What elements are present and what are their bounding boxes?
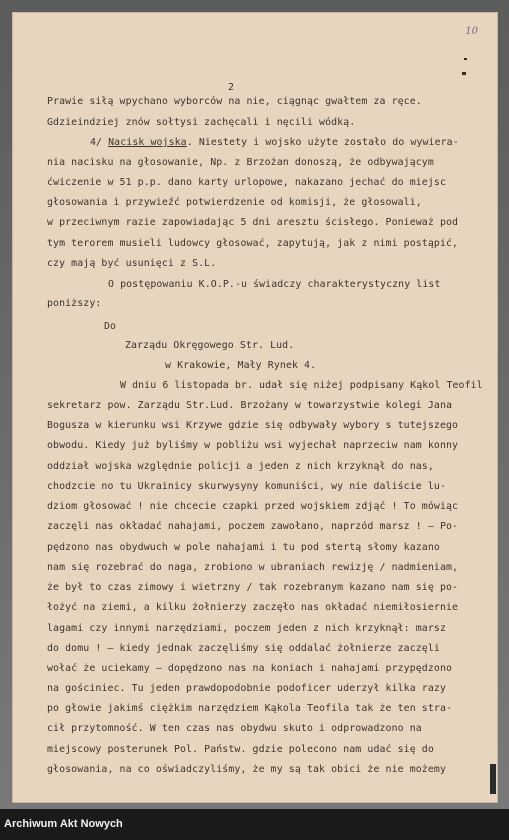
scan-edge-mark <box>490 764 496 794</box>
text-line: nia nacisku na głosowanie, Np. z Brzożan donoszą, że odbywającym <box>47 157 434 168</box>
text-line: ćwiczenie w 51 p.p. dano karty urlopowe, nakazano jechać do miejsc <box>47 177 446 188</box>
section-heading-underlined: Nacisk wojska <box>108 137 187 148</box>
text-line: pędzono nas obydwuch w pole nahajami i tu pod stertą słomy kazano <box>47 542 440 553</box>
letter-salutation: Do <box>104 321 117 332</box>
text-line: nam się rozebrać do naga, zrobiono w ubraniach rewizję / nadmieniam, <box>47 562 459 573</box>
letter-address: w Krakowie, Mały Rynek 4. <box>165 360 317 371</box>
text-line: W dniu 6 listopada br. udał się niżej podpisany Kąkol Teofil <box>120 380 483 391</box>
text-line: tym terorem musieli ludowcy głosować, zapytują, jak z nimi postąpić, <box>47 238 459 249</box>
text-fragment: Niestety i wojsko użyte zostało do wywiera- <box>198 137 459 148</box>
text-line: miejscowy posterunek Pol. Państw. gdzie polecono nam udać się do <box>47 744 434 755</box>
letter-addressee: Zarządu Okręgowego Str. Lud. <box>125 340 295 351</box>
text-line: Gdzieindziej znów sołtysi zachęcali i nęcili wódką. <box>47 117 356 128</box>
ink-mark <box>462 72 466 75</box>
text-line: Bogusza w kierunku wsi Krzywe gdzie się odbywały wybory s tutejszego <box>47 420 459 431</box>
text-line: obwodu. Kiedy już byliśmy w pobliżu wsi wyjechał naprzeciw nam konny <box>47 440 459 451</box>
archive-logo-text[interactable]: Archiwum Akt Nowych <box>4 818 123 830</box>
text-line: oddział wojska względnie policji a jeden z nich krzyknął do nas, <box>47 461 434 472</box>
text-line: lagami czy innymi narzędziami, poczem jeden z nich krzyknął: marsz <box>47 623 446 634</box>
text-line: wołać że uciekamy – dopędzono nas na koniach i nahajami przypędzono <box>47 663 453 674</box>
footer-bar <box>0 809 509 840</box>
text-line: czy mają być usunięci z S.L. <box>47 258 217 269</box>
text-line: sekretarz pow. Zarządu Str.Lud. Brzożany w towarzystwie kolegi Jana <box>47 400 453 411</box>
page-number: 2 <box>228 82 235 93</box>
text-line: Prawie siłą wpychano wyborców na nie, ciągnąc gwałtem za ręce. <box>47 96 422 107</box>
text-line: że był to czas zimowy i wietrzny / tak rozebranym kazano nam się po- <box>47 582 459 593</box>
ink-mark <box>464 58 467 60</box>
text-line: dziom głosować ! nie chcecie czapki przed wojskiem zdjąć ! To mówiąc <box>47 501 459 512</box>
text-line: głosowania, na co oświadczyliśmy, że my są tak obici że nie możemy <box>47 764 446 775</box>
text-line: O postępowaniu K.O.P.-u świadczy charakterystyczny list <box>108 279 441 290</box>
text-line: cił przytomność. W ten czas nas obydwu skuto i odprowadzono na <box>47 723 422 734</box>
archive-page-note: 10 <box>465 26 478 37</box>
text-line: zaczęli nas okładać nahajami, poczem zawołano, naprzód marsz ! – Po- <box>47 521 459 532</box>
text-line: poniższy: <box>47 298 102 309</box>
text-line: po głowie jakimś ciężkim narzędziem Kąkola Teofila tak że ten stra- <box>47 703 453 714</box>
section-heading: 4/ Nacisk wojska. <box>90 137 193 148</box>
text-line: głosowania i przywieźć potwierdzenie od komisji, że głosowali, <box>47 197 422 208</box>
text-line: łożyć na ziemi, a kilku żołnierzy zaczęło nas okładać niemiłosiernie <box>47 602 459 613</box>
text-line: chodzcie no tu Ukrainicy skurwysyny komuniści, wy nie daliście lu- <box>47 481 446 492</box>
text-line: na gościniec. Tu jeden prawdopodobnie podoficer uderzył kilka razy <box>47 683 446 694</box>
text-line: w przeciwnym razie zapowiadając 5 dni aresztu ścisłego. Ponieważ pod <box>47 217 459 228</box>
text-line <box>90 137 459 149</box>
text-line: do domu ! – kiedy jednak zaczęliśmy się oddalać żołnierze zaczęli <box>47 643 440 654</box>
